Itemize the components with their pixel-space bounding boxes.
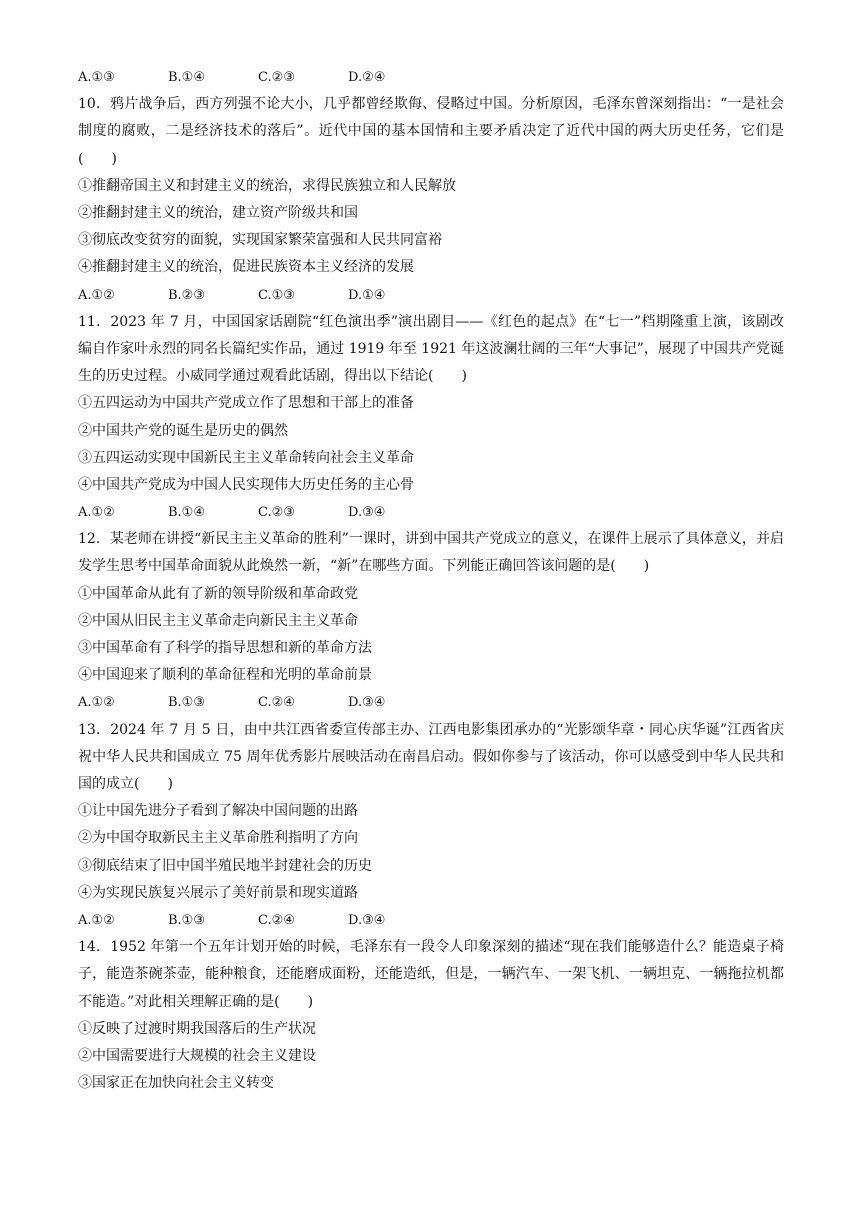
answer-option: B.①④ [168,70,205,85]
answer-option: A.①② [78,287,115,303]
answer-option: D.③④ [348,695,386,711]
answer-option: C.②④ [258,695,295,711]
question-stem: 10．鸦片战争后，西方列强不论大小，几乎都曾经欺侮、侵略过中国。分析原因，毛泽东曾深刻指出：“一是社会制度的腐败，二是经济技术的落后”。近代中国的基本国情和主要矛盾决定了近代中国的两大历史任务，它们是( ) [78,96,784,167]
statement-item: ②中国从旧民主主义革命走向新民主主义革命 [78,612,358,629]
statement-item: ②中国共产党的诞生是历史的偶然 [78,422,288,439]
answer-option: D.③④ [348,505,386,521]
answer-options [78,689,784,716]
statement-item: ②为中国夺取新民主主义革命胜利指明了方向 [78,830,358,847]
statement-item: ④中国共产党成为中国人民实现伟大历史任务的主心骨 [78,476,414,493]
answer-option: A.①③ [78,70,115,85]
answer-option: A.①② [78,695,115,711]
statement-item: ④为实现民族复兴展示了美好前景和现实道路 [78,884,358,901]
statement-item: ①推翻帝国主义和封建主义的统治，求得民族独立和人民解放 [78,177,456,194]
answer-option: B.①③ [168,695,205,711]
answer-option: C.②④ [258,912,295,928]
answer-option: D.①④ [348,287,386,303]
statement-item: ④推翻封建主义的统治，促进民族资本主义经济的发展 [78,259,414,276]
statement-item: ①中国革命从此有了新的领导阶级和革命政党 [78,585,358,602]
statement-item: ①反映了过渡时期我国落后的生产状况 [78,1020,316,1037]
answer-option: A.①② [78,505,115,521]
statement-item: ①五四运动为中国共产党成立作了思想和干部上的准备 [78,395,414,412]
statement-item: ③国家正在加快向社会主义转变 [78,1075,274,1092]
answer-option: B.①④ [168,505,205,521]
answer-option: C.①③ [258,287,295,303]
statement-item: ①让中国先进分子看到了解决中国问题的出路 [78,803,358,820]
statement-item: ③彻底改变贫穷的面貌，实现国家繁荣富强和人民共同富裕 [78,232,442,249]
question-stem: 11．2023 年 7 月，中国国家话剧院“红色演出季”演出剧目——《红色的起点》在“七一”档期隆重上演，该剧改编自作家叶永烈的同名长篇纪实作品，通过 1919 年至 1921 年这波澜壮阔的三年“大事记”，展现了中国共产党诞生的历史过程。小威同学通过观看此话剧，得出以下结论( ) [78,313,784,385]
answer-option: D.③④ [348,912,386,928]
answer-options [78,282,784,309]
statement-item: ②推翻封建主义的统治，建立资产阶级共和国 [78,204,358,221]
question-stem: 14．1952 年第一个五年计划开始的时候，毛泽东有一段令人印象深刻的描述“现在我们能够造什么？能造桌子椅子，能造茶碗茶壶，能种粮食，还能磨成面粉，还能造纸，但是，一辆汽车、一架飞机、一辆坦克、一辆拖拉机都不能造。”对此相关理解正确的是( ) [78,939,784,1010]
answer-options [78,64,784,91]
statement-item: ③彻底结束了旧中国半殖民地半封建社会的历史 [78,857,372,874]
statement-item: ③五四运动实现中国新民主主义革命转向社会主义革命 [78,449,414,466]
document-page [78,64,784,1097]
statement-item: ②中国需要进行大规模的社会主义建设 [78,1047,316,1064]
answer-option: B.①③ [168,912,205,928]
answer-option: C.②③ [258,505,295,521]
answer-option: A.①② [78,912,115,928]
statement-item: ④中国迎来了顺利的革命征程和光明的革命前景 [78,667,372,684]
question-stem: 13．2024 年 7 月 5 日，由中共江西省委宣传部主办、江西电影集团承办的“光影颂华章・同心庆华诞”江西省庆祝中华人民共和国成立 75 周年优秀影片展映活动在南昌启动。假如你参与了该活动，你可以感受到中华人民共和国的成立( ) [78,721,784,793]
answer-option: D.②④ [348,70,386,85]
answer-option: C.②③ [258,70,295,85]
answer-options [78,499,784,526]
answer-option: B.②③ [168,287,205,303]
answer-options [78,907,784,934]
statement-item: ③中国革命有了科学的指导思想和新的革命方法 [78,640,372,657]
question-stem: 12．某老师在讲授“新民主主义革命的胜利”一课时，讲到中国共产党成立的意义，在课件上展示了具体意义，并启发学生思考中国革命面貌从此焕然一新，“新”在哪些方面。下列能正确回答该问题的是( ) [78,531,784,575]
